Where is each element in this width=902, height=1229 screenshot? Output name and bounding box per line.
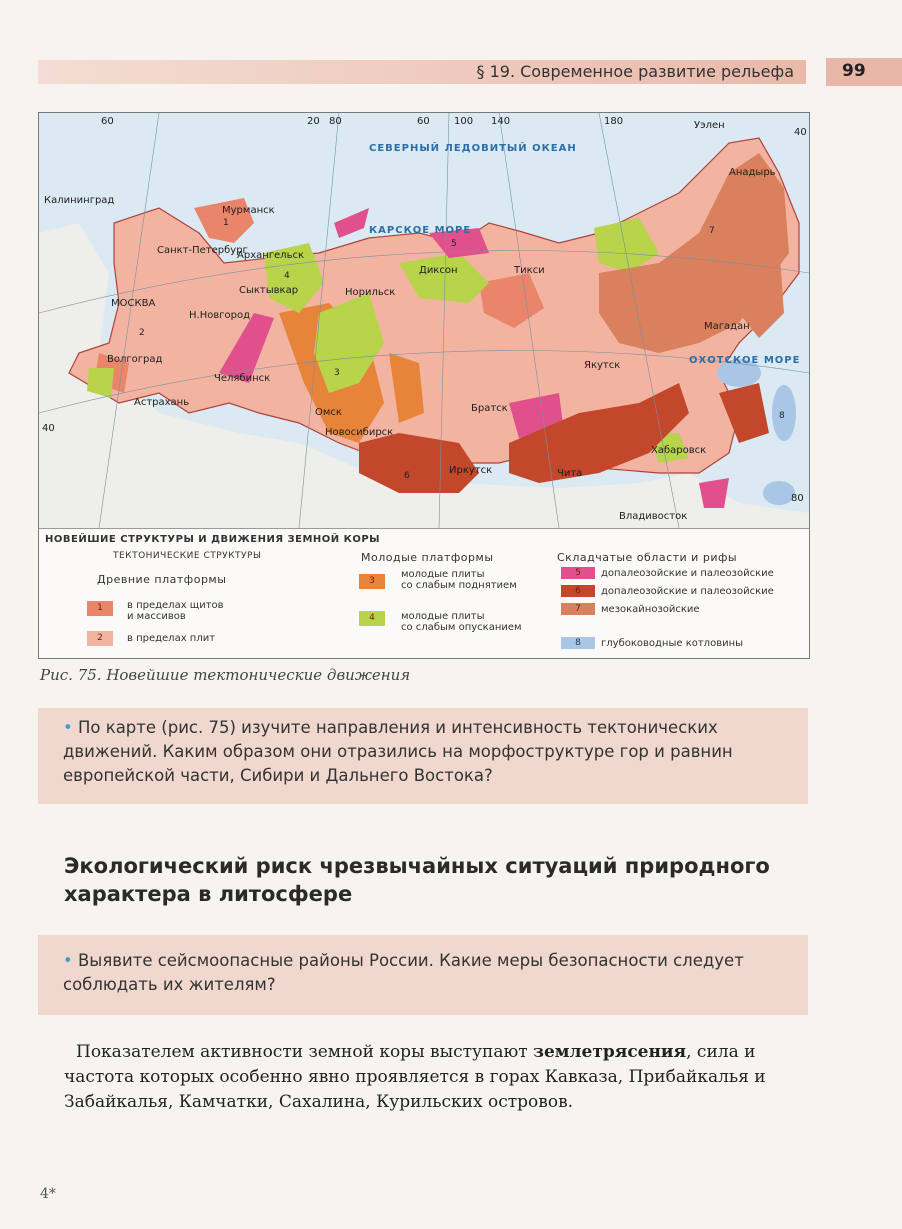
city-label: Владивосток — [619, 511, 688, 522]
meridian-label: 40 — [794, 127, 807, 138]
city-label: Челябинск — [214, 373, 271, 384]
zone-number: 7 — [709, 226, 715, 236]
task-text-2 — [63, 949, 803, 997]
city-label: Астрахань — [134, 397, 190, 408]
legend-swatch-7: 7 — [561, 603, 595, 615]
city-label: Новосибирск — [325, 427, 394, 438]
zone-number: 4 — [284, 271, 290, 281]
legend-label-5: допалеозойские и палеозойские — [601, 568, 774, 579]
city-label: Омск — [315, 407, 342, 418]
city-label: Братск — [471, 403, 508, 414]
city-label: Хабаровск — [651, 445, 707, 456]
sea-label-kara: КАРСКОЕ МОРЕ — [369, 225, 472, 236]
zone-number: 3 — [334, 368, 340, 378]
zone-number: 2 — [139, 328, 145, 338]
task-text-1 — [63, 716, 803, 788]
zone-folded-sikhote — [699, 478, 729, 508]
city-label: Сыктывкар — [239, 285, 299, 296]
legend-swatch-2: 2 — [87, 631, 113, 646]
meridian-label: 60 — [101, 116, 114, 127]
city-label: Диксон — [419, 265, 458, 276]
legend-subtitle: ТЕКТОНИЧЕСКИЕ СТРУКТУРЫ — [113, 551, 262, 561]
body-paragraph — [64, 1040, 784, 1115]
legend-label-3: молодые плиты со слабым поднятием — [401, 569, 517, 591]
paragraph-text-after: , сила и частота которых особенно явно проявляется в горах Кавказа, Прибайкалья и Забайкалья, Камчатки, Сахалина, Курильских островов. — [64, 1042, 766, 1112]
header-band — [38, 60, 806, 84]
legend-label-4: молодые плиты со слабым опусканием — [401, 611, 522, 633]
tectonic-map-figure — [38, 112, 810, 659]
meridian-label: 60 — [417, 116, 430, 127]
city-label: Иркутск — [449, 465, 493, 476]
legend-swatch-5: 5 — [561, 567, 595, 579]
meridian-label: 180 — [604, 116, 624, 127]
section-title: § 19. Современное развитие рельефа — [476, 62, 794, 81]
page-number-box — [826, 58, 902, 86]
legend-label-8: глубоководные котловины — [601, 638, 744, 649]
city-label: Тикси — [514, 265, 545, 276]
city-label: Мурманск — [222, 205, 275, 216]
bullet-icon: • — [63, 718, 73, 737]
legend-label-6: допалеозойские и палеозойские — [601, 586, 774, 597]
paragraph-term-earthquakes: землетрясения — [533, 1042, 687, 1062]
city-label: Архангельск — [237, 250, 305, 261]
city-label: Магадан — [704, 321, 750, 332]
meridian-label: 40 — [42, 423, 55, 434]
sea-label-okhotsk: ОХОТСКОЕ МОРЕ — [689, 355, 801, 366]
meridian-label: 140 — [491, 116, 511, 127]
sea-label-arctic: СЕВЕРНЫЙ ЛЕДОВИТЫЙ ОКЕАН — [369, 143, 577, 154]
meridian-label: 100 — [454, 116, 474, 127]
tectonic-map — [39, 113, 809, 528]
city-label: Калининград — [44, 195, 115, 206]
map-legend — [39, 528, 809, 659]
legend-folded-heading: Складчатые области и рифы — [557, 551, 738, 564]
city-label: Н.Новгород — [189, 310, 250, 321]
city-label: Уэлен — [694, 120, 725, 131]
meridian-label: 80 — [791, 493, 804, 504]
legend-swatch-6: 6 — [561, 585, 595, 597]
figure-caption: Рис. 75. Новейшие тектонические движения — [40, 666, 411, 684]
city-label: Чита — [557, 468, 583, 479]
legend-label-2: в пределах плит — [127, 633, 216, 644]
city-label: Санкт-Петербург — [157, 245, 248, 256]
section-heading: Экологический риск чрезвычайных ситуаций природного характера в литосфере — [64, 854, 770, 906]
zone-number: 5 — [451, 239, 457, 249]
footer-signature-mark: 4* — [40, 1186, 56, 1202]
task-1-text: По карте (рис. 75) изучите направления и интенсивность тектонических движений. Каким образом они отразились на морфоструктуре гор и равнин европейской части, Сибири и Дальнего Востока? — [63, 718, 733, 785]
legend-label-7: мезокайнозойские — [601, 604, 700, 615]
bullet-icon: • — [63, 951, 73, 970]
paragraph-text-before: Показателем активности земной коры выступают — [76, 1042, 534, 1062]
legend-young-platforms-heading: Молодые платформы — [361, 551, 494, 564]
legend-swatch-4: 4 — [359, 611, 385, 626]
meridian-label: 20 — [307, 116, 320, 127]
city-label: МОСКВА — [111, 298, 156, 309]
city-label: Якутск — [584, 360, 621, 371]
city-label: Норильск — [345, 287, 396, 298]
legend-swatch-8: 8 — [561, 637, 595, 649]
city-label: Анадырь — [729, 167, 776, 178]
legend-label-1: в пределах щитов и массивов — [127, 600, 224, 622]
legend-swatch-3: 3 — [359, 574, 385, 589]
legend-old-platforms-heading: Древние платформы — [97, 573, 227, 586]
page-number: 99 — [842, 61, 866, 81]
task-2-text: Выявите сейсмоопасные районы России. Какие меры безопасности следует соблюдать их жителям? — [63, 951, 744, 994]
task-box-1 — [38, 708, 808, 804]
task-box-2 — [38, 935, 808, 1015]
zone-number: 1 — [223, 218, 229, 228]
legend-swatch-1: 1 — [87, 601, 113, 616]
city-label: Волгоград — [107, 354, 163, 365]
legend-title: НОВЕЙШИЕ СТРУКТУРЫ И ДВИЖЕНИЯ ЗЕМНОЙ КОРЫ — [45, 534, 381, 545]
zone-number: 8 — [779, 411, 785, 421]
meridian-label: 80 — [329, 116, 342, 127]
zone-number: 6 — [404, 471, 410, 481]
